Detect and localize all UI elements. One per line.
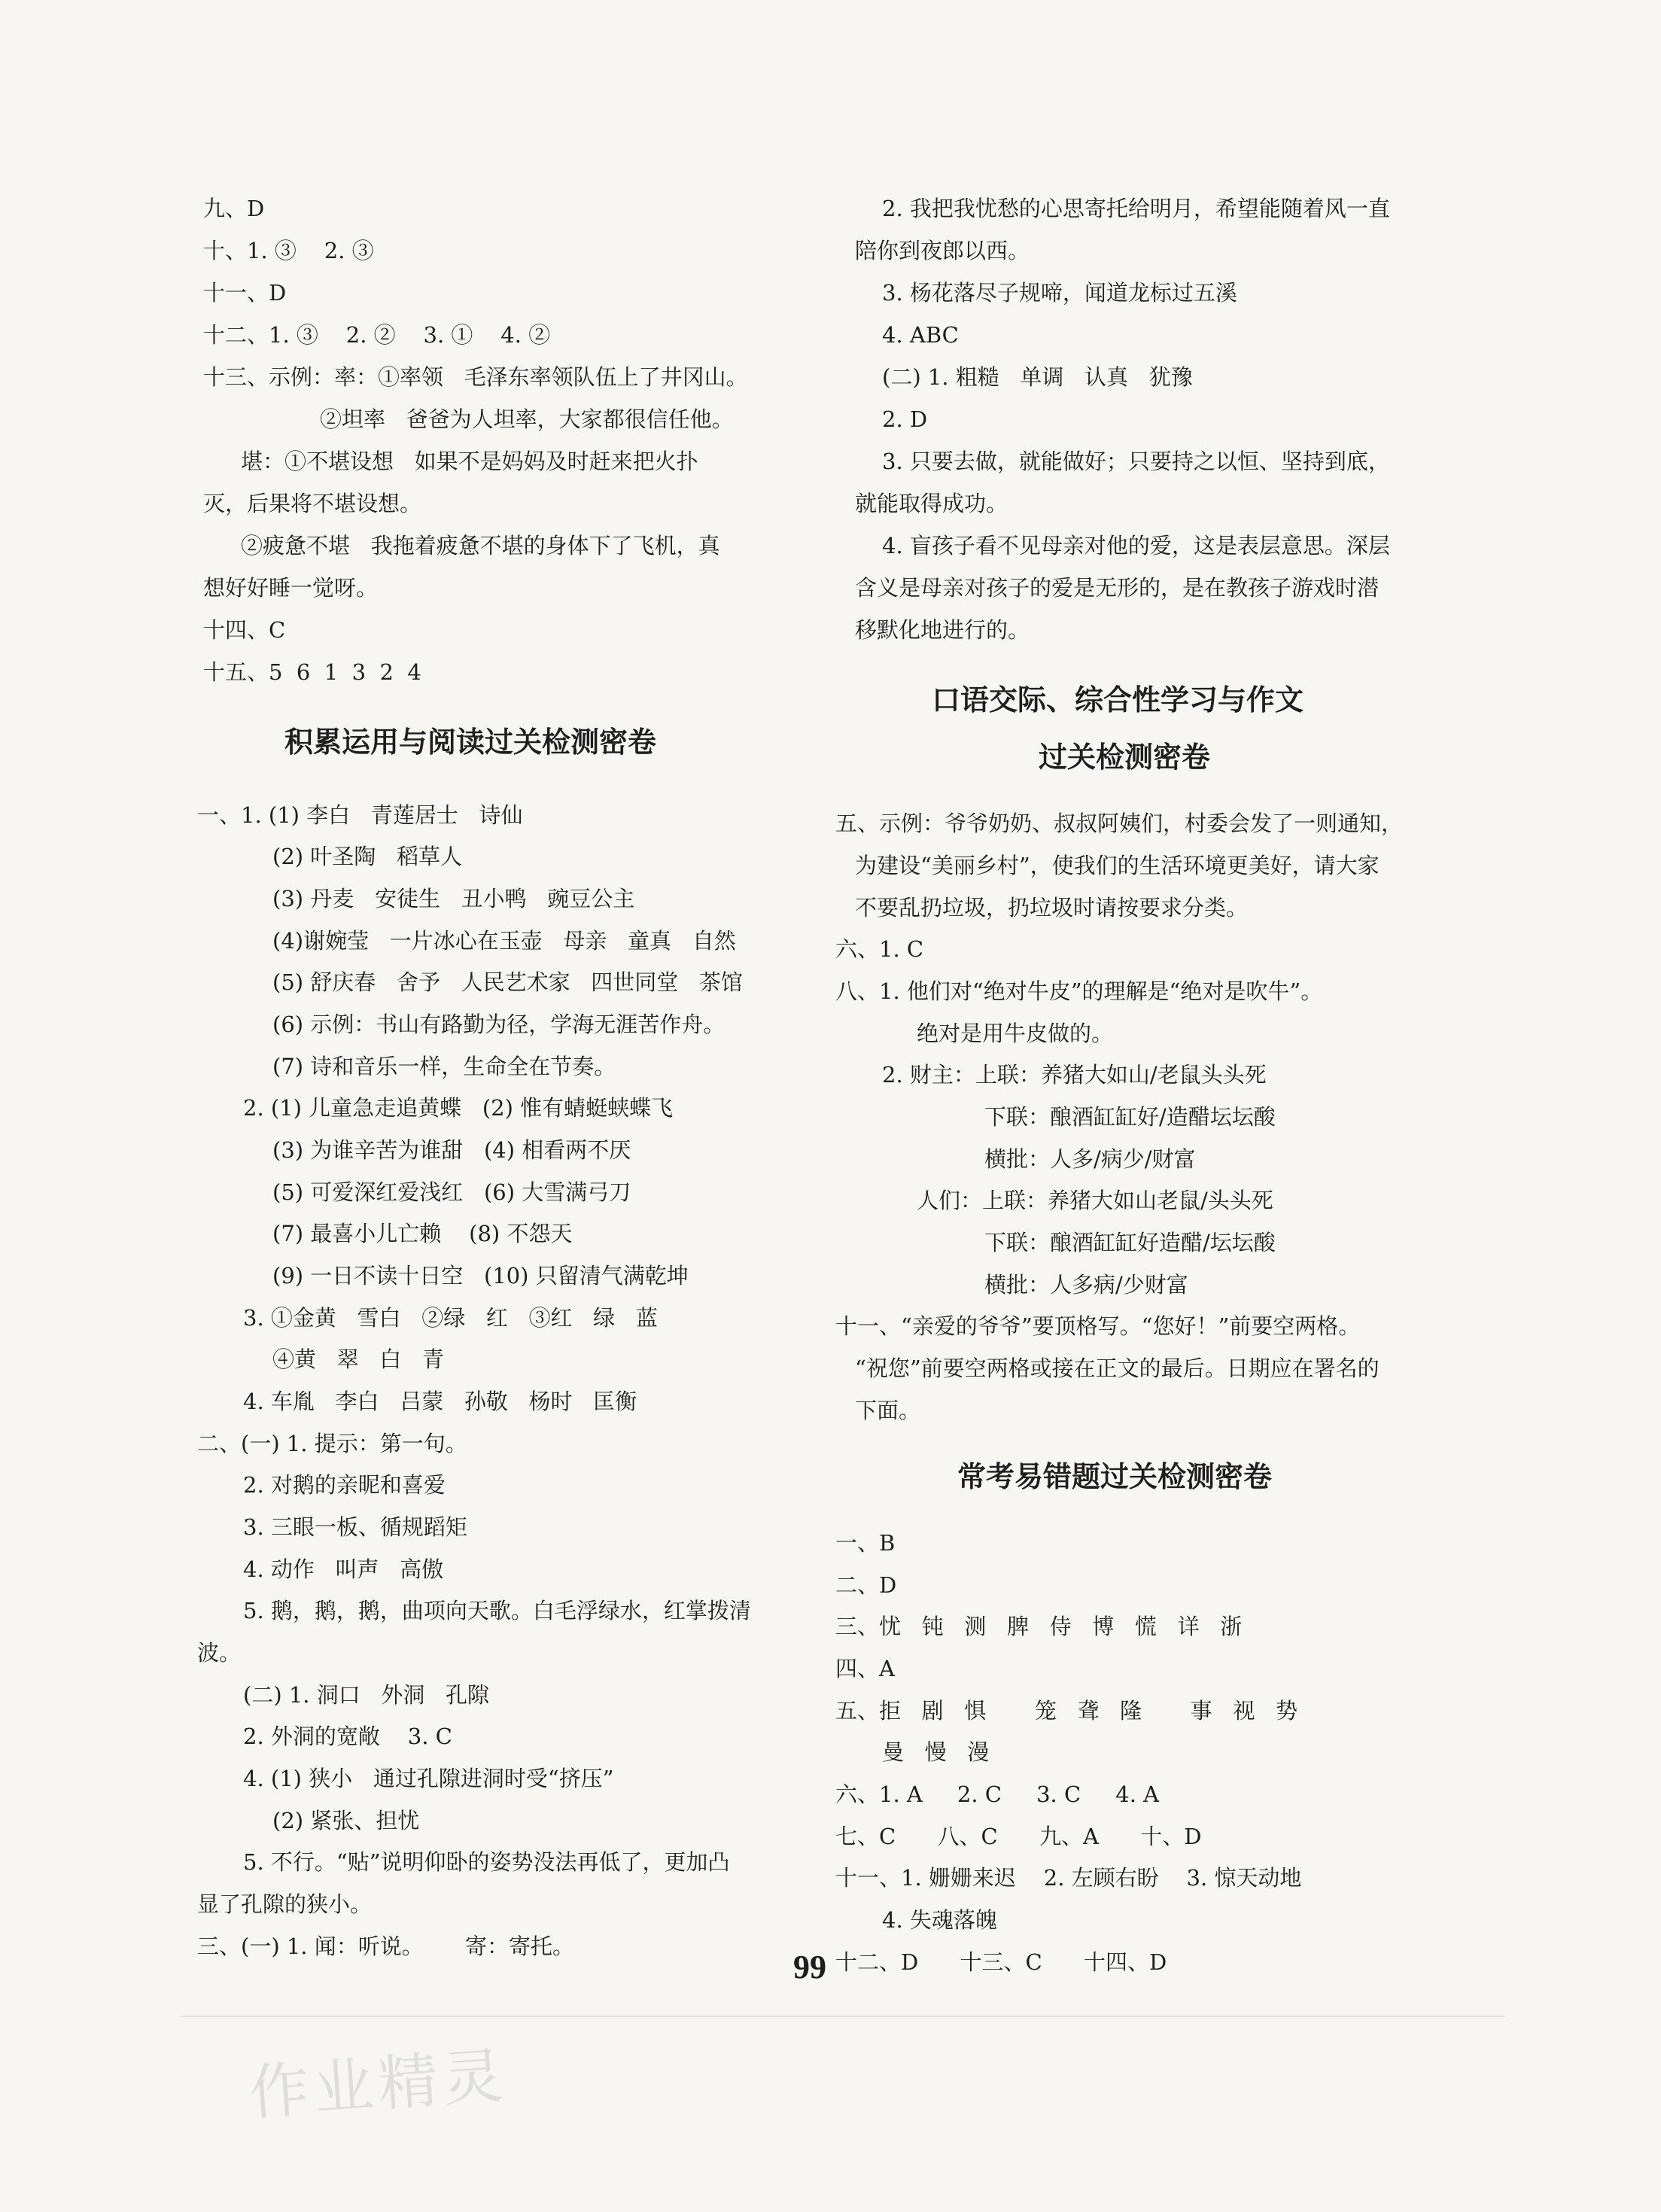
answer-line: (5) 舒庆春 舍予 人民艺术家 四世同堂 茶馆 [272,969,743,995]
answer-line: 横批：人多/病少/财富 [984,1146,1196,1172]
answer-line: 八、1. 他们对“绝对牛皮”的理解是“绝对是吹牛”。 [835,978,1323,1004]
answer-line: 一、1. (1) 李白 青莲居士 诗仙 [197,802,523,828]
section-heading: 积累运用与阅读过关检测密卷 [284,726,657,759]
answer-line: 二、D [835,1572,897,1598]
answer-line: (4)谢婉莹 一片冰心在玉壶 母亲 童真 自然 [272,928,736,954]
answer-line: 堪：①不堪设想 如果不是妈妈及时赶来把火扑 [241,449,698,474]
section-heading: 过关检测密卷 [1039,741,1211,774]
answer-line: 下联：酿酒缸缸好/造醋坛坛酸 [984,1104,1276,1130]
watermark-logo: 作业精灵 [246,2040,510,2128]
answer-line: 人们：上联：养猪大如山老鼠/头头死 [917,1188,1273,1213]
answer-line: 一、B [835,1530,896,1556]
answer-line: 十二、1. ③ 2. ② 3. ① 4. ② [203,322,551,348]
answer-line: 3. 三眼一板、循规蹈矩 [243,1514,467,1540]
answer-line: 十一、D [203,280,287,306]
answer-line: 陪你到夜郎以西。 [855,238,1030,263]
answer-line: 2. 对鹅的亲昵和喜爱 [243,1472,446,1498]
answer-line: (3) 为谁辛苦为谁甜 (4) 相看两不厌 [272,1137,631,1163]
answer-line: (2) 紧张、担忧 [272,1808,420,1833]
answer-line: 三、忧 钝 测 脾 侍 博 慌 详 浙 [835,1614,1243,1639]
answer-line: 横批：人多病/少财富 [984,1272,1188,1298]
section-heading: 常考易错题过关检测密卷 [957,1460,1273,1493]
answer-line: 灭，后果将不堪设想。 [203,491,422,516]
answer-line: (9) 一日不读十日空 (10) 只留清气满乾坤 [272,1263,689,1289]
answer-line: 2. 财主：上联：养猪大如山/老鼠头头死 [882,1062,1267,1088]
answer-line: 三、(一) 1. 闻：听说。 寄：寄托。 [197,1934,575,1959]
page-number: 99 [793,1949,826,1985]
answer-line: 为建设“美丽乡村”，使我们的生活环境更美好，请大家 [855,853,1380,878]
answer-line: 六、1. A 2. C 3. C 4. A [835,1781,1160,1807]
answer-line: 十五、5 6 1 3 2 4 [203,659,421,685]
answer-line: 含义是母亲对孩子的爱是无形的，是在教孩子游戏时潜 [855,575,1380,601]
answer-line: (3) 丹麦 安徒生 丑小鸭 豌豆公主 [272,886,635,911]
answer-line: 5. 鹅，鹅，鹅，曲项向天歌。白毛浮绿水，红掌拨清 [243,1598,751,1623]
answer-line: 显了孔隙的狭小。 [197,1891,373,1917]
answer-line: 六、1. C [835,936,924,962]
section-heading: 口语交际、综合性学习与作文 [932,683,1304,717]
answer-line: 五、拒 剧 惧 笼 聋 隆 事 视 势 [835,1698,1297,1724]
answer-line: 波。 [197,1640,242,1666]
answer-line: (二) 1. 粗糙 单调 认真 犹豫 [882,364,1193,390]
answer-line: 四、A [835,1656,895,1681]
answer-line: “祝您”前要空两格或接在正文的最后。日期应在署名的 [855,1355,1380,1381]
answer-line: 4. (1) 狭小 通过孔隙进洞时受“挤压” [243,1766,614,1791]
answer-line: 2. (1) 儿童急走追黄蝶 (2) 惟有蜻蜓蛱蝶飞 [243,1095,674,1121]
answer-line: 4. 失魂落魄 [882,1907,997,1933]
answer-line: 九、D [203,196,265,221]
answer-line: 五、示例：爷爷奶奶、叔叔阿姨们，村委会发了一则通知， [835,811,1404,836]
answer-line: ②坦率 爸爸为人坦率，大家都很信任他。 [320,406,734,432]
answer-line: ④黄 翠 白 青 [272,1346,444,1372]
answer-line: (5) 可爱深红爱浅红 (6) 大雪满弓刀 [272,1179,631,1205]
footer-divider [181,2016,1505,2017]
answer-line: 4. 动作 叫声 高傲 [243,1556,444,1582]
answer-line: 七、C 八、C 九、A 十、D [835,1824,1202,1849]
answer-line: 2. 外洞的宽敞 3. C [243,1724,452,1749]
answer-line: 移默化地进行的。 [855,617,1030,643]
answer-line: 3. 只要去做，就能做好；只要持之以恒、坚持到底， [882,449,1390,474]
answer-line: 5. 不行。“贴”说明仰卧的姿势没法再低了，更加凸 [243,1849,730,1875]
answer-line: 绝对是用牛皮做的。 [917,1021,1114,1046]
answer-line: 3. ①金黄 雪白 ②绿 红 ③红 绿 蓝 [243,1305,658,1331]
answer-line: (二) 1. 洞口 外洞 孔隙 [243,1682,490,1708]
answer-line: 2. D [882,406,928,432]
answer-line: 二、(一) 1. 提示：第一句。 [197,1431,467,1456]
answer-line: (7) 最喜小儿亡赖 (8) 不怨天 [272,1221,573,1246]
answer-line: 4. 盲孩子看不见母亲对他的爱，这是表层意思。深层 [882,533,1390,558]
answer-line: 就能取得成功。 [855,491,1008,516]
answer-line: 十、1. ③ 2. ③ [203,238,374,263]
answer-line: 4. 车胤 李白 吕蒙 孙敬 杨时 匡衡 [243,1389,637,1414]
answer-line: 十一、“亲爱的爷爷”要顶格写。“您好！”前要空两格。 [835,1313,1361,1339]
answer-line: 不要乱扔垃圾，扔垃圾时请按要求分类。 [855,895,1249,920]
answer-line: 2. 我把我忧愁的心思寄托给明月，希望能随着风一直 [882,196,1390,221]
answer-line: 曼 慢 漫 [882,1739,990,1765]
answer-line: 十三、示例：率：①率领 毛泽东率领队伍上了井冈山。 [203,364,748,390]
answer-line: (2) 叶圣陶 稻草人 [272,844,462,869]
answer-line: 4. ABC [882,322,959,348]
answer-line: 3. 杨花落尽子规啼，闻道龙标过五溪 [882,280,1237,306]
answer-line: 十二、D 十三、C 十四、D [835,1949,1167,1975]
answer-line: 十一、1. 姗姗来迟 2. 左顾右盼 3. 惊天动地 [835,1865,1302,1891]
answer-line: (7) 诗和音乐一样，生命全在节奏。 [272,1054,616,1079]
answer-line: (6) 示例：书山有路勤为径，学海无涯苦作舟。 [272,1012,726,1037]
answer-line: 想好好睡一觉呀。 [203,575,379,601]
answer-line: 十四、C [203,617,286,643]
answer-line: ②疲惫不堪 我拖着疲惫不堪的身体下了飞机，真 [241,533,720,558]
answer-line: 下面。 [855,1398,921,1423]
answer-line: 下联：酿酒缸缸好造醋/坛坛酸 [984,1230,1276,1255]
